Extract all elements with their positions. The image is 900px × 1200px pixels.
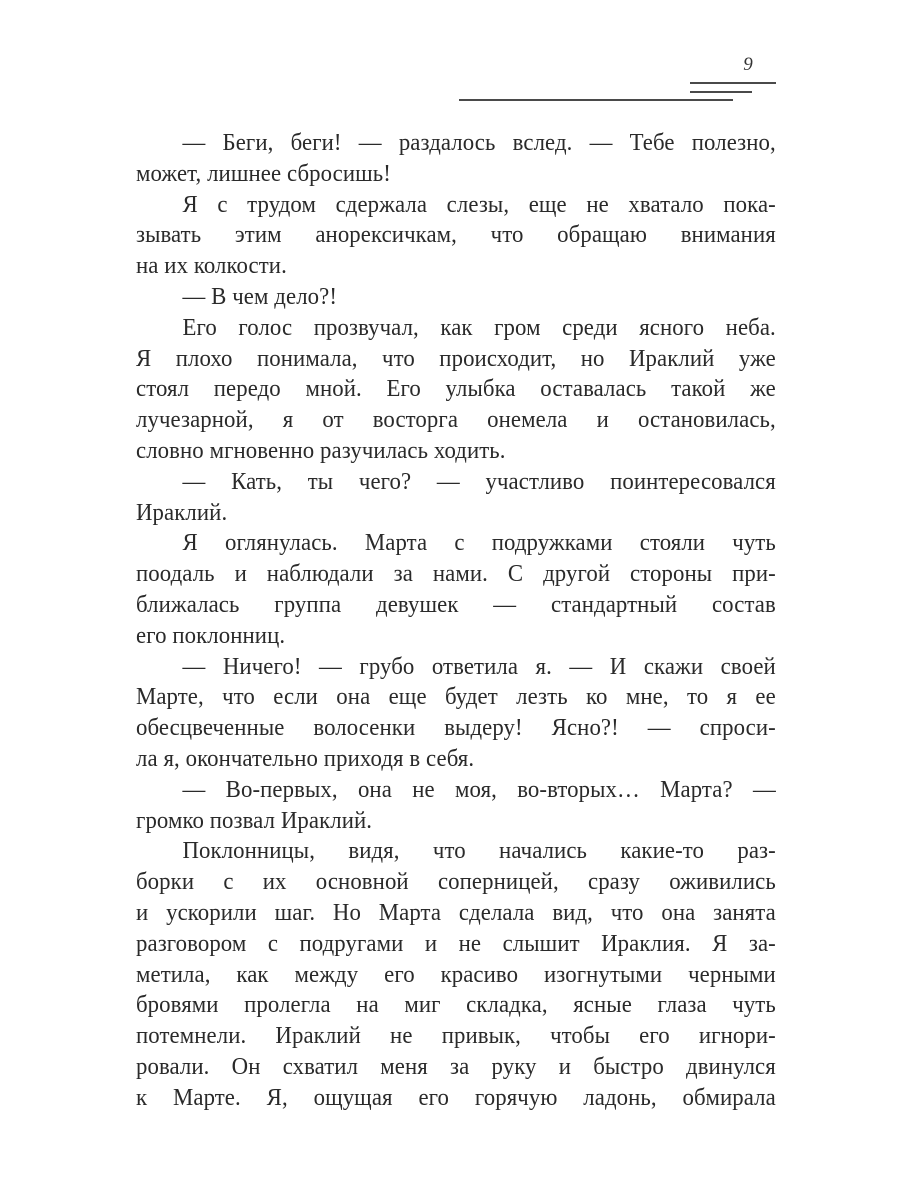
text-line: на их колкости. xyxy=(136,252,287,280)
text-line: — Ничего! — грубо ответила я. — И скажи своей xyxy=(182,652,776,680)
text-line: поодаль и наблюдали за нами. С другой стороны при- xyxy=(136,560,776,588)
text-line: Его голос прозвучал, как гром среди ясного неба. xyxy=(182,313,776,341)
text-line: — Беги, беги! — раздалось вслед. — Тебе полезно, xyxy=(182,129,776,156)
text-line: — Кать, ты чего? — участливо поинтересовался xyxy=(182,467,776,495)
text-line: к Марте. Я, ощущая его горячую ладонь, обмирала xyxy=(136,1083,776,1111)
text-line: стоял передо мной. Его улыбка оставалась такой же xyxy=(136,375,776,403)
text-line: зывать этим анорексичкам, что обращаю внимания xyxy=(136,221,776,249)
text-line: словно мгновенно разучилась ходить. xyxy=(136,436,506,464)
text-line: ла я, окончательно приходя в себя. xyxy=(136,744,475,772)
text-line: лучезарной, я от восторга онемела и остановилась, xyxy=(136,406,776,434)
text-line: обесцвеченные волосенки выдеру! Ясно?! — спроси- xyxy=(136,714,776,742)
text-line: — В чем дело?! xyxy=(182,282,338,310)
text-line: борки с их основной соперницей, сразу оживились xyxy=(136,868,776,896)
text-line: Марте, что если она еще будет лезть ко мне, то я ее xyxy=(136,683,776,711)
body-text xyxy=(136,128,776,1114)
text-line: метила, как между его красиво изогнутыми черными xyxy=(136,960,776,988)
text-line: ровали. Он схватил меня за руку и быстро двинулся xyxy=(136,1052,776,1080)
text-line: Я плохо понимала, что происходит, но Ираклий уже xyxy=(136,344,776,372)
header-rule-long xyxy=(459,99,733,101)
text-line: Поклонницы, видя, что начались какие-то раз- xyxy=(182,837,776,865)
text-line: громко позвал Ираклий. xyxy=(136,806,373,834)
text-line: бровями пролегла на миг складка, ясные глаза чуть xyxy=(136,991,776,1019)
text-line: его поклонниц. xyxy=(136,621,286,649)
text-line: — Во-первых, она не моя, во-вторых… Марта? — xyxy=(182,775,776,803)
text-line: ближалась группа девушек — стандартный состав xyxy=(136,590,776,618)
text-line: разговором с подругами и не слышит Ираклия. Я за- xyxy=(136,929,776,957)
header-rule-middle xyxy=(690,91,752,93)
text-line: потемнели. Ираклий не привык, чтобы его игнори- xyxy=(136,1022,776,1050)
text-line: Я с трудом сдержала слезы, еще не хватало пока- xyxy=(182,190,776,218)
text-line: и ускорили шаг. Но Марта сделала вид, что она занята xyxy=(136,898,776,926)
text-line: Ираклий. xyxy=(136,498,228,526)
text-line: может, лишнее сбросишь! xyxy=(136,159,391,187)
header-rule-top xyxy=(690,82,776,84)
text-line: Я оглянулась. Марта с подружками стояли чуть xyxy=(182,529,776,557)
page-number: 9 xyxy=(743,54,753,75)
